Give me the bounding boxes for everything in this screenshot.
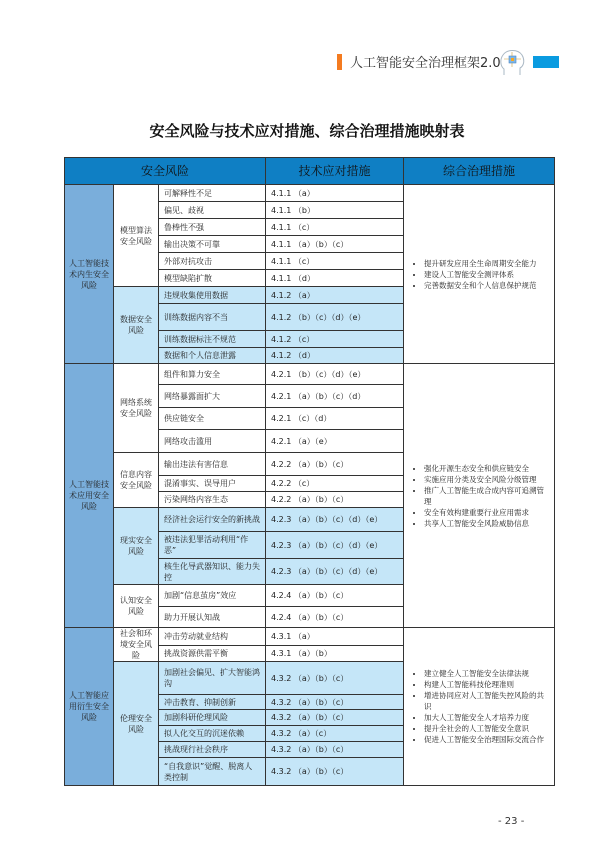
risk-item-cell: 模型缺陷扩散 (159, 270, 266, 287)
risk-item-cell: 污染网络内容生态 (159, 492, 266, 508)
risk-item-cell: 数据和个人信息泄露 (159, 348, 266, 364)
header-title: 人工智能安全治理框架2.0 (350, 56, 501, 71)
tech-measure-cell: 4.3.1 （a）（b） (266, 645, 404, 661)
governance-measure-item: • 提升全社会的人工智能安全意识 (424, 723, 550, 734)
risk-subcategory-cell: 现实安全风险 (114, 508, 159, 585)
tech-measure-cell: 4.2.2 （c） (266, 476, 404, 492)
governance-measure-item: • 增进协同应对人工智能失控风险的共识 (424, 690, 550, 712)
tech-measure-cell: 4.1.1 （a）（b）（c） (266, 236, 404, 253)
governance-measures-list (410, 463, 550, 529)
risk-mapping-table (64, 157, 555, 786)
tech-measure-cell: 4.3.2 （a）（b）（c） (266, 758, 404, 786)
risk-category-cell: 人工智能技术内生安全风险 (65, 185, 114, 364)
governance-measure-item: • 促进人工智能安全治理国际交流合作 (424, 734, 550, 745)
governance-measures-cell (404, 628, 555, 786)
risk-item-cell: 加剧“信息茧房”效应 (159, 585, 266, 607)
table-header-row (65, 158, 555, 185)
risk-item-cell: 核生化导武器知识、能力失控 (159, 559, 266, 585)
tech-measure-cell: 4.2.3 （a）（b）（c）（d）（e） (266, 508, 404, 532)
tech-measure-cell: 4.2.4 （a）（b）（c） (266, 607, 404, 628)
risk-item-cell: 输出违法有害信息 (159, 453, 266, 476)
risk-subcategory-cell: 社会和环境安全风险 (114, 628, 159, 662)
header-accent-bar (337, 54, 342, 70)
governance-measure-item: • 实施应用分类及安全风险分级管理 (424, 474, 550, 485)
risk-item-cell: 供应链安全 (159, 408, 266, 430)
governance-measure-item: • 建立健全人工智能安全法律法规 (424, 668, 550, 679)
page-number: - 23 - (498, 816, 525, 827)
risk-subcategory-cell: 伦理安全风险 (114, 662, 159, 786)
risk-item-cell: 冲击教育、抑制创新 (159, 695, 266, 710)
governance-measures-cell (404, 185, 555, 364)
governance-measures-list (410, 668, 550, 745)
risk-item-cell: 加剧科研伦理风险 (159, 710, 266, 726)
risk-item-cell: 可解释性不足 (159, 185, 266, 202)
risk-item-cell: 助力开展认知战 (159, 607, 266, 628)
tech-measure-cell: 4.2.1 （a）（b）（c）（d） (266, 385, 404, 408)
risk-item-cell: 被违法犯罪活动利用“作恶” (159, 532, 266, 559)
risk-item-cell: “自我意识”觉醒、脱离人类控制 (159, 758, 266, 786)
tech-measure-cell: 4.1.2 （c） (266, 331, 404, 348)
tech-measure-cell: 4.1.1 （c） (266, 219, 404, 236)
tech-measure-cell: 4.3.2 （a）（b）（c） (266, 742, 404, 758)
risk-item-cell: 混淆事实、误导用户 (159, 476, 266, 492)
risk-item-cell: 输出决策不可靠 (159, 236, 266, 253)
document-title: 安全风险与技术应对措施、综合治理措施映射表 (149, 122, 465, 140)
tech-measure-cell: 4.3.2 （a）（b）（c） (266, 662, 404, 695)
tech-measure-cell: 4.1.2 （b）（c）（d）（e） (266, 304, 404, 331)
risk-item-cell: 冲击劳动就业结构 (159, 628, 266, 646)
governance-measure-item: • 提升研发应用全生命周期安全能力 (424, 258, 550, 269)
head-chip-logo-icon (498, 47, 526, 77)
risk-item-cell: 训练数据内容不当 (159, 304, 266, 331)
column-header-risk: 安全风险 (65, 158, 266, 185)
tech-measure-cell: 4.3.2 （a）（b）（c） (266, 695, 404, 710)
risk-item-cell: 组件和算力安全 (159, 364, 266, 385)
tech-measure-cell: 4.1.2 （d） (266, 348, 404, 364)
risk-item-cell: 网络攻击滥用 (159, 430, 266, 453)
tech-measure-cell: 4.2.1 （c）（d） (266, 408, 404, 430)
risk-subcategory-cell: 认知安全风险 (114, 585, 159, 628)
tech-measure-cell: 4.1.1 （c） (266, 253, 404, 270)
risk-item-cell: 训练数据标注不规范 (159, 331, 266, 348)
tech-measure-cell: 4.2.3 （a）（b）（c）（d）（e） (266, 559, 404, 585)
governance-measure-item: • 推广人工智能生成合成内容可追溯管理 (424, 485, 550, 507)
tech-measure-cell: 4.3.2 （a）（c） (266, 726, 404, 742)
governance-measures-cell (404, 364, 555, 628)
governance-measures-list (410, 258, 550, 291)
governance-measure-item: • 共享人工智能安全风险威胁信息 (424, 518, 550, 529)
header-color-block (533, 56, 559, 68)
tech-measure-cell: 4.2.3 （a）（b）（c）（d）（e） (266, 532, 404, 559)
tech-measure-cell: 4.1.1 （a） (266, 185, 404, 202)
risk-subcategory-cell: 信息内容安全风险 (114, 453, 159, 508)
tech-measure-cell: 4.2.1 （a）（e） (266, 430, 404, 453)
risk-category-cell: 人工智能应用衍生安全风险 (65, 628, 114, 786)
tech-measure-cell: 4.1.2 （a） (266, 287, 404, 304)
tech-measure-cell: 4.2.2 （a）（b）（c） (266, 453, 404, 476)
risk-item-cell: 违规收集使用数据 (159, 287, 266, 304)
tech-measure-cell: 4.1.1 （d） (266, 270, 404, 287)
risk-item-cell: 鲁棒性不强 (159, 219, 266, 236)
governance-measure-item: • 强化开源生态安全和供应链安全 (424, 463, 550, 474)
table-row (65, 628, 555, 646)
risk-item-cell: 拟人化交互的沉迷依赖 (159, 726, 266, 742)
risk-item-cell: 挑战资源供需平衡 (159, 645, 266, 661)
risk-subcategory-cell: 数据安全风险 (114, 287, 159, 364)
risk-item-cell: 外部对抗攻击 (159, 253, 266, 270)
risk-subcategory-cell: 模型算法安全风险 (114, 185, 159, 287)
column-header-governance: 综合治理措施 (404, 158, 555, 185)
governance-measure-item: • 完善数据安全和个人信息保护规范 (424, 280, 550, 291)
risk-item-cell: 网络暴露面扩大 (159, 385, 266, 408)
risk-item-cell: 经济社会运行安全的新挑战 (159, 508, 266, 532)
tech-measure-cell: 4.3.1 （a） (266, 628, 404, 646)
column-header-tech: 技术应对措施 (266, 158, 404, 185)
tech-measure-cell: 4.2.4 （a）（b）（c） (266, 585, 404, 607)
tech-measure-cell: 4.1.1 （b） (266, 202, 404, 219)
governance-measure-item: • 建设人工智能安全测评体系 (424, 269, 550, 280)
risk-category-cell: 人工智能技术应用安全风险 (65, 364, 114, 628)
risk-item-cell: 加剧社会偏见、扩大智能鸿沟 (159, 662, 266, 695)
tech-measure-cell: 4.2.2 （a）（b）（c） (266, 492, 404, 508)
governance-measure-item: • 安全有效构建重要行业应用需求 (424, 507, 550, 518)
tech-measure-cell: 4.2.1 （b）（c）（d）（e） (266, 364, 404, 385)
tech-measure-cell: 4.3.2 （a）（b）（c） (266, 710, 404, 726)
table-row (65, 185, 555, 202)
governance-measure-item: • 加大人工智能安全人才培养力度 (424, 712, 550, 723)
risk-item-cell: 挑战现行社会秩序 (159, 742, 266, 758)
risk-subcategory-cell: 网络系统安全风险 (114, 364, 159, 453)
risk-item-cell: 偏见、歧视 (159, 202, 266, 219)
table-row (65, 364, 555, 385)
governance-measure-item: • 构建人工智能科技伦理准则 (424, 679, 550, 690)
